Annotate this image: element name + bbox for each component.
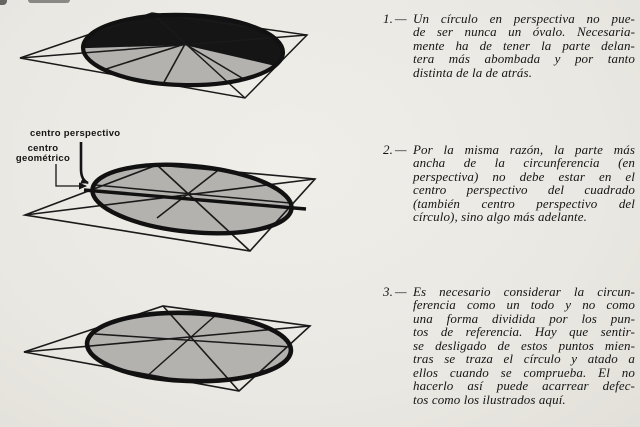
text-line: ellos cuando se comprueba. El no [413, 364, 635, 380]
label-centro-perspectivo: centro perspectivo [30, 128, 121, 139]
leader-line-perspective-center [81, 142, 88, 183]
note-paragraph [413, 12, 635, 79]
text-line: círculo), sino algo más adelante. [413, 209, 587, 225]
text-line: Un círculo en perspectiva no pue- [413, 11, 635, 26]
text-line: distinta de la de atrás. [413, 64, 533, 80]
text-line: tera más abombada y por tanto [413, 51, 635, 67]
text-line: centro [27, 143, 59, 154]
figure-1-circle-in-perspective [20, 0, 320, 98]
text-line: tos de referencia. Hay que sentir- [413, 324, 635, 340]
label-centro-geometrico [12, 144, 74, 164]
note-number: 1. — [383, 11, 407, 26]
text-line: mente ha de tener la parte delan- [413, 37, 635, 53]
text-line: se desligado de estos puntos mien- [413, 337, 635, 353]
text-line: hacerlo así puede acarrear defec- [413, 378, 635, 394]
text-line: tos como los ilustrados aquí. [413, 391, 566, 407]
figure-3-whole-circle [24, 306, 310, 391]
text-line: Por la misma razón, la parte más [413, 142, 635, 157]
note-1 [383, 12, 635, 79]
text-line: perspectiva) no debe estar en el [413, 168, 635, 184]
text-line: ancha de la circunferencia (en [413, 155, 635, 171]
text-line: geométrico [15, 153, 71, 164]
text-line: centro perspectivo del cuadrado [413, 182, 635, 198]
note-number: 2. — [383, 142, 407, 157]
text-line: (también centro perspectivo del [413, 195, 635, 211]
text-line: tras se traza el círculo y atado a [413, 351, 635, 367]
note-paragraph [413, 143, 635, 224]
text-line: ferencia como un todo y no como [413, 297, 635, 313]
text-line: una forma dividida por los pun- [413, 310, 635, 326]
note-2 [383, 143, 635, 224]
text-line: Es necesario considerar la circun- [413, 284, 635, 299]
note-3 [383, 285, 635, 406]
text-line: de ser nunca un óvalo. Necesaria- [413, 24, 635, 40]
note-number: 3. — [383, 284, 407, 299]
note-paragraph [413, 285, 635, 406]
